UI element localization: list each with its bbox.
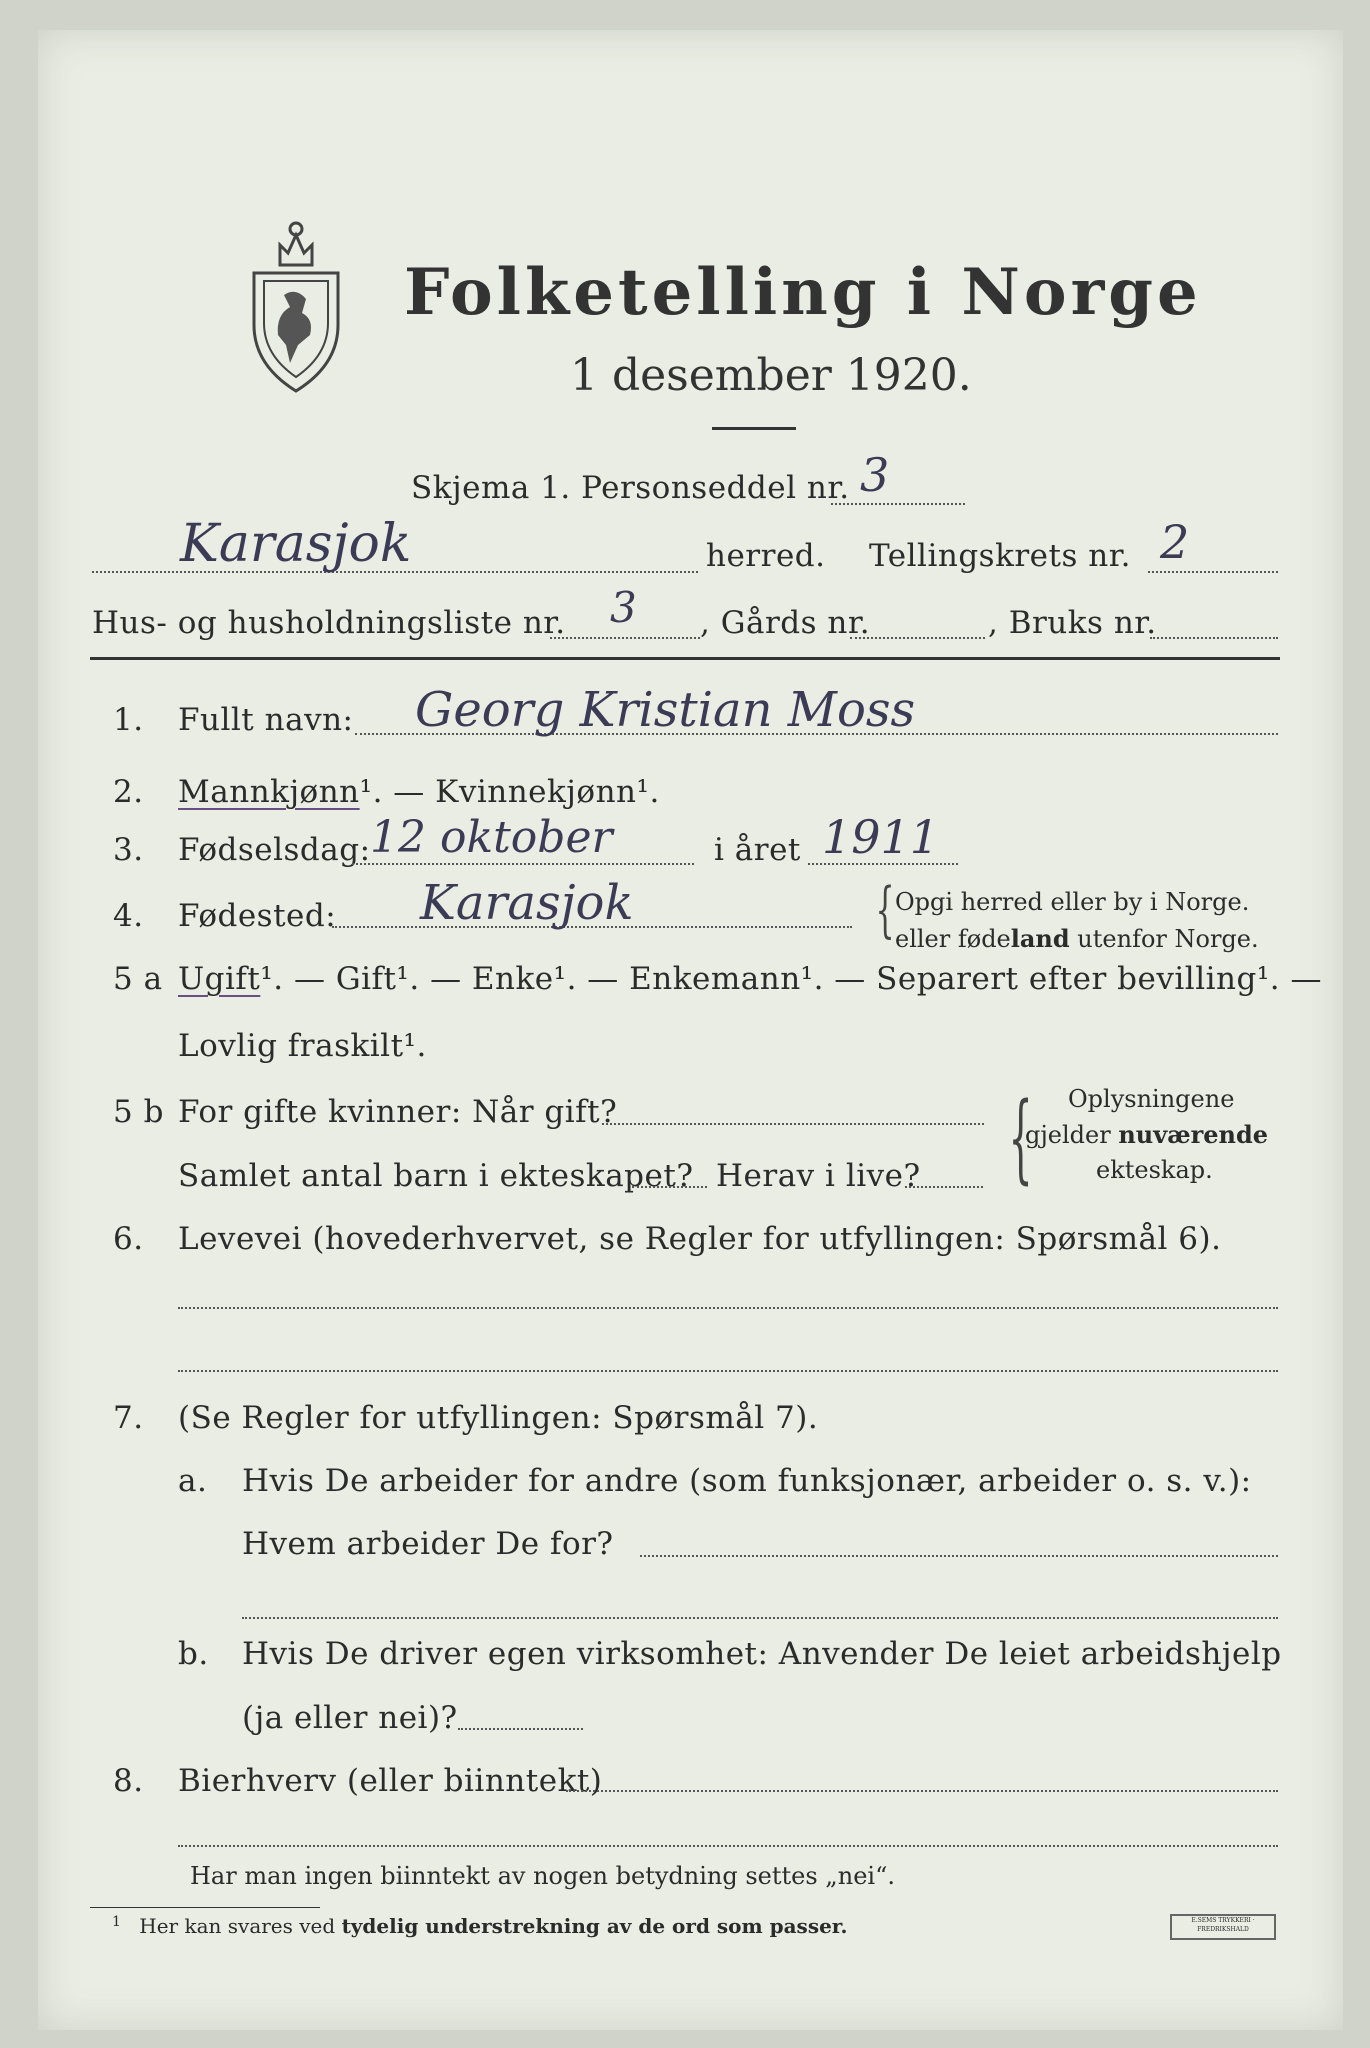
birth-year-value: 1911 bbox=[822, 810, 940, 864]
q4-label: Fødested: bbox=[178, 898, 337, 934]
sex-end: . bbox=[649, 774, 660, 810]
q5a-number: 5 a bbox=[113, 961, 163, 997]
birthplace-note-2: eller fødeland utenfor Norge. bbox=[895, 924, 1259, 953]
hired-help-field[interactable] bbox=[458, 1728, 583, 1730]
employer-field-2[interactable] bbox=[242, 1617, 1278, 1619]
footnote: $^1$ Her kan svares ved tydelig understrekning av de ord som passer. bbox=[112, 1914, 848, 1938]
married-when-field[interactable] bbox=[602, 1123, 984, 1125]
household-list-value: 3 bbox=[610, 583, 637, 632]
employer-field-1[interactable] bbox=[640, 1555, 1278, 1557]
q2-number: 2. bbox=[113, 774, 144, 810]
q1-label: Fullt navn: bbox=[178, 702, 354, 738]
birthdate-value: 12 oktober bbox=[370, 812, 613, 863]
occupation-field-2[interactable] bbox=[178, 1370, 1278, 1372]
female-option[interactable]: Kvinnekjønn bbox=[435, 774, 637, 810]
children-count-field[interactable] bbox=[632, 1186, 707, 1188]
q7b-question: Hvis De driver egen virksomhet: Anvender De leiet arbeidshjelp bbox=[242, 1636, 1282, 1672]
q8-number: 8. bbox=[113, 1763, 144, 1799]
hired-help-label: (ja eller nei)? bbox=[242, 1700, 458, 1736]
census-district-label: Tellingskrets nr. bbox=[869, 538, 1131, 574]
unmarried-option[interactable]: Ugift bbox=[178, 961, 261, 997]
q4-number: 4. bbox=[113, 898, 144, 934]
side-income-label: Bierhverv (eller biinntekt) bbox=[178, 1763, 603, 1799]
norway-coat-of-arms-icon bbox=[240, 195, 352, 395]
household-list-field[interactable] bbox=[550, 637, 700, 639]
person-number-value: 3 bbox=[860, 448, 890, 502]
footnote-number: 1 bbox=[112, 1914, 121, 1930]
occupation-field-1[interactable] bbox=[178, 1307, 1278, 1309]
q7-number: 7. bbox=[113, 1400, 144, 1436]
married-when-label: For gifte kvinner: Når gift? bbox=[178, 1094, 618, 1130]
birth-year-label: i året bbox=[714, 832, 801, 868]
holding-number-label: , Bruks nr. bbox=[988, 605, 1157, 641]
sex-separator: . — bbox=[372, 774, 436, 810]
marriage-note-1: Oplysningene bbox=[1068, 1085, 1235, 1113]
q7b-letter: b. bbox=[178, 1636, 209, 1672]
title-divider bbox=[712, 427, 796, 430]
q1-number: 1. bbox=[113, 702, 144, 738]
children-alive-field[interactable] bbox=[905, 1186, 983, 1188]
birthplace-brace: { bbox=[875, 875, 895, 945]
full-name-value: Georg Kristian Moss bbox=[415, 682, 916, 738]
household-list-label: Hus- og husholdningsliste nr. bbox=[92, 605, 566, 641]
children-alive-label: Herav i live? bbox=[716, 1158, 921, 1194]
no-income-note: Har man ingen biinntekt av nogen betydning settes „nei“. bbox=[190, 1862, 895, 1890]
q3-label: Fødselsdag: bbox=[178, 832, 371, 868]
side-income-field-1[interactable] bbox=[566, 1790, 1278, 1792]
schema-label: Skjema 1. Personseddel nr. bbox=[411, 470, 850, 506]
q6-number: 6. bbox=[113, 1221, 144, 1257]
q7a-question: Hvis De arbeider for andre (som funksjonær, arbeider o. s. v.): bbox=[242, 1463, 1252, 1499]
marriage-note-3: ekteskap. bbox=[1096, 1156, 1213, 1184]
q2-sex-options: Mannkjønn¹. — Kvinnekjønn¹. bbox=[178, 774, 660, 810]
children-count-label: Samlet antal barn i ekteskapet? bbox=[178, 1158, 694, 1194]
q7-label: (Se Regler for utfyllingen: Spørsmål 7). bbox=[178, 1400, 819, 1436]
q5a-marital-options: Ugift¹. — Gift¹. — Enke¹. — Enkemann¹. — Separert efter bevilling¹. — bbox=[178, 961, 1322, 997]
divorced-option[interactable]: Lovlig fraskilt¹. bbox=[178, 1028, 427, 1064]
farm-number-label: , Gårds nr. bbox=[700, 605, 871, 641]
birthplace-note-1: Opgi herred eller by i Norge. bbox=[895, 888, 1250, 916]
printer-stamp: E.SEMS TRYKKERI · FREDRIKSHALD bbox=[1170, 1914, 1276, 1940]
header-divider bbox=[90, 657, 1280, 660]
person-number-field[interactable] bbox=[831, 503, 965, 505]
birthplace-value: Karasjok bbox=[420, 875, 634, 931]
marriage-note-2: gjelder nuværende bbox=[1025, 1120, 1269, 1149]
q7a-letter: a. bbox=[178, 1463, 208, 1499]
employer-label: Hvem arbeider De for? bbox=[242, 1526, 614, 1562]
side-income-field-2[interactable] bbox=[178, 1845, 1278, 1847]
q5b-number: 5 b bbox=[113, 1094, 164, 1130]
birthdate-field[interactable] bbox=[352, 863, 694, 865]
marriage-note-brace: { bbox=[1008, 1082, 1033, 1194]
farm-number-field[interactable] bbox=[850, 637, 985, 639]
male-option[interactable]: Mannkjønn bbox=[178, 774, 360, 810]
form-title: Folketelling i Norge bbox=[404, 255, 1202, 330]
holding-number-field[interactable] bbox=[1150, 637, 1278, 639]
census-district-value: 2 bbox=[1160, 515, 1190, 569]
census-date: 1 desember 1920. bbox=[570, 350, 972, 401]
occupation-label: Levevei (hovederhvervet, se Regler for utfyllingen: Spørsmål 6). bbox=[178, 1221, 1222, 1257]
municipality-label: herred. bbox=[706, 538, 826, 574]
marital-options-rest: . — Gift¹. — Enke¹. — Enkemann¹. — Separert efter bevilling¹. — bbox=[273, 961, 1322, 997]
q3-number: 3. bbox=[113, 832, 144, 868]
footnote-divider bbox=[90, 1907, 320, 1908]
census-district-field[interactable] bbox=[1148, 571, 1278, 573]
municipality-value: Karasjok bbox=[180, 514, 412, 574]
